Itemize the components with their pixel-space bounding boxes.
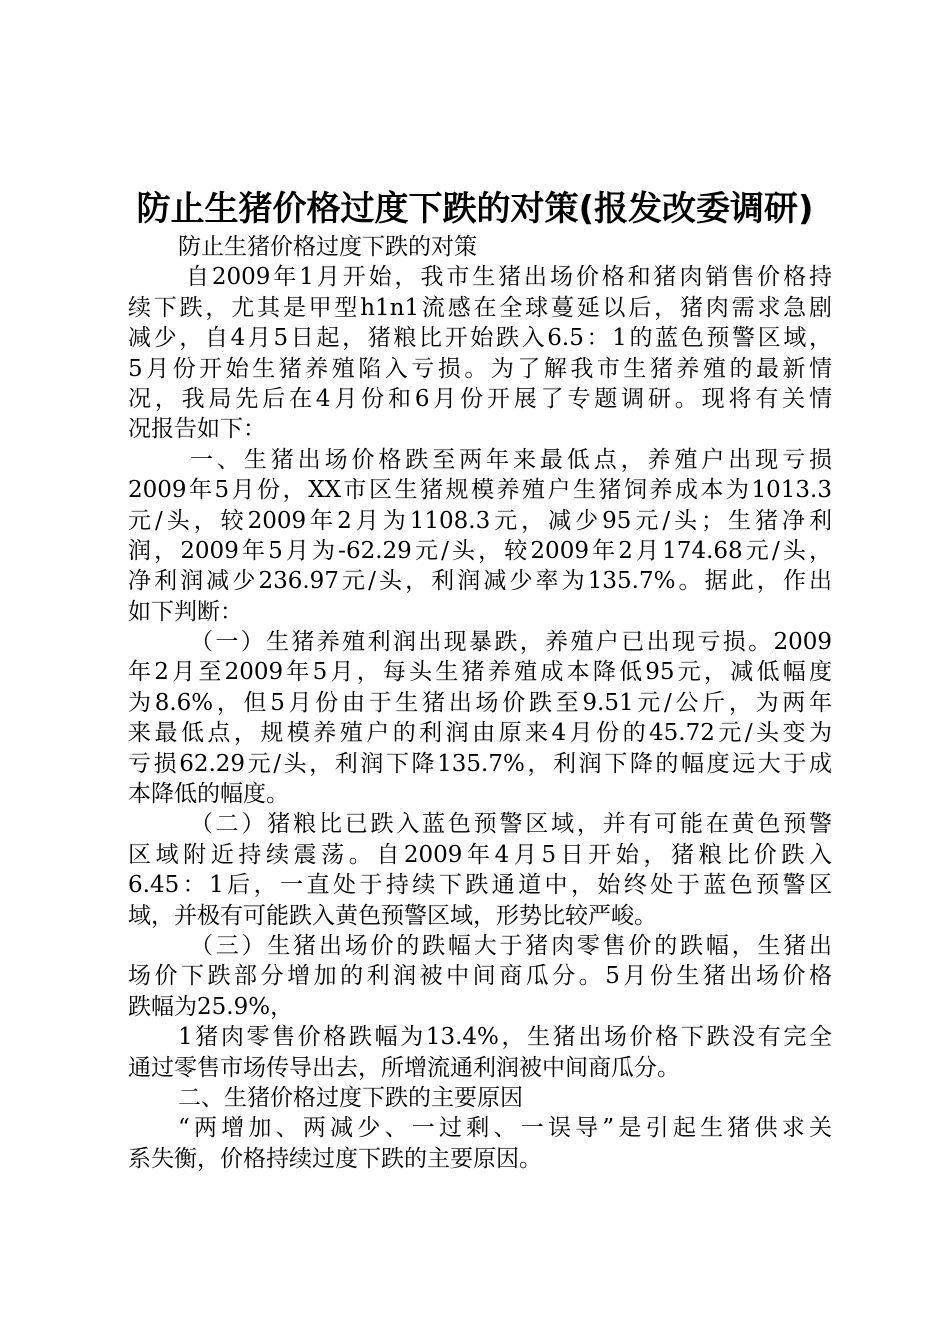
paragraph-line: 1猪肉零售价格跌幅为13.4%，生猪出场价格下跌没有完全 (178, 1024, 832, 1051)
document-title: 防止生猪价格过度下跌的对策(报发改委调研) (136, 189, 814, 229)
paragraph-line: 跌幅为25.9%， (128, 993, 294, 1020)
paragraph-line: 况，我局先后在4月份和6月份开展了专题调研。现将有关情 (128, 385, 832, 412)
paragraph-line: （一）生猪养殖利润出现暴跌，养殖户已出现亏损。2009 (190, 629, 832, 656)
document-body (128, 232, 832, 1174)
section-heading-line: 一、生猪出场价格跌至两年来最低点，养殖户出现亏损 (190, 446, 832, 473)
paragraph-line: 5月份开始生猪养殖陷入亏损。为了解我市生猪养殖的最新情 (128, 355, 832, 382)
paragraph-line: 自2009年1月开始，我市生猪出场价格和猪肉销售价格持 (186, 264, 832, 291)
paragraph-line: 来最低点，规模养殖户的利润由原来4月份的45.72元/头变为 (128, 720, 832, 747)
paragraph-line: （三）生猪出场价的跌幅大于猪肉零售价的跌幅，生猪出 (190, 932, 832, 959)
paragraph-line: 6.45：1后，一直处于持续下跌通道中，始终处于蓝色预警区 (128, 872, 832, 899)
paragraph-line: 亏损62.29元/头，利润下降135.7%，利润下降的幅度远大于成 (128, 750, 832, 777)
paragraph-line: 系失衡，价格持续过度下跌的主要原因。 (128, 1145, 542, 1172)
subtitle-line: 防止生猪价格过度下跌的对策 (178, 234, 477, 260)
paragraph-line: 如下判断： (128, 598, 243, 625)
paragraph-line: 减少，自4月5日起，猪粮比开始跌入6.5：1的蓝色预警区域， (128, 325, 832, 352)
paragraph-line: 域，并极有可能跌入黄色预警区域，形势比较严峻。 (128, 902, 657, 929)
paragraph-line: 净利润减少236.97元/头，利润减少率为135.7%。据此，作出 (128, 568, 832, 595)
paragraph-line: 润，2009年5月为-62.29元/头，较2009年2月174.68元/头， (128, 537, 832, 564)
paragraph-line: 为8.6%，但5月份由于生猪出场价跌至9.51元/公斤，为两年 (128, 689, 832, 716)
paragraph-line: 续下跌，尤其是甲型h1n1流感在全球蔓延以后，猪肉需求急剧 (128, 294, 832, 321)
section-heading-line: 二、生猪价格过度下跌的主要原因 (178, 1084, 523, 1111)
paragraph-line: 本降低的幅度。 (128, 781, 289, 808)
paragraph-line: 年2月至2009年5月，每头生猪养殖成本降低95元，减低幅度 (128, 659, 832, 686)
paragraph-line: 元/头，较2009年2月为1108.3元，减少95元/头；生猪净利 (128, 507, 832, 534)
paragraph-line: 场价下跌部分增加的利润被中间商瓜分。5月份生猪出场价格 (128, 963, 832, 990)
paragraph-line: “两增加、两减少、一过剩、一误导”是引起生猪供求关 (178, 1115, 832, 1142)
paragraph-line: 况报告如下： (128, 416, 266, 443)
paragraph-line: 2009年5月份，XX市区生猪规模养殖户生猪饲养成本为1013.3 (128, 477, 832, 504)
paragraph-line: 区域附近持续震荡。自2009年4月5日开始，猪粮比价跌入 (128, 841, 832, 868)
paragraph-line: 通过零售市场传导出去，所增流通利润被中间商瓜分。 (128, 1054, 680, 1081)
paragraph-line: （二）猪粮比已跌入蓝色预警区域，并有可能在黄色预警 (190, 811, 832, 838)
